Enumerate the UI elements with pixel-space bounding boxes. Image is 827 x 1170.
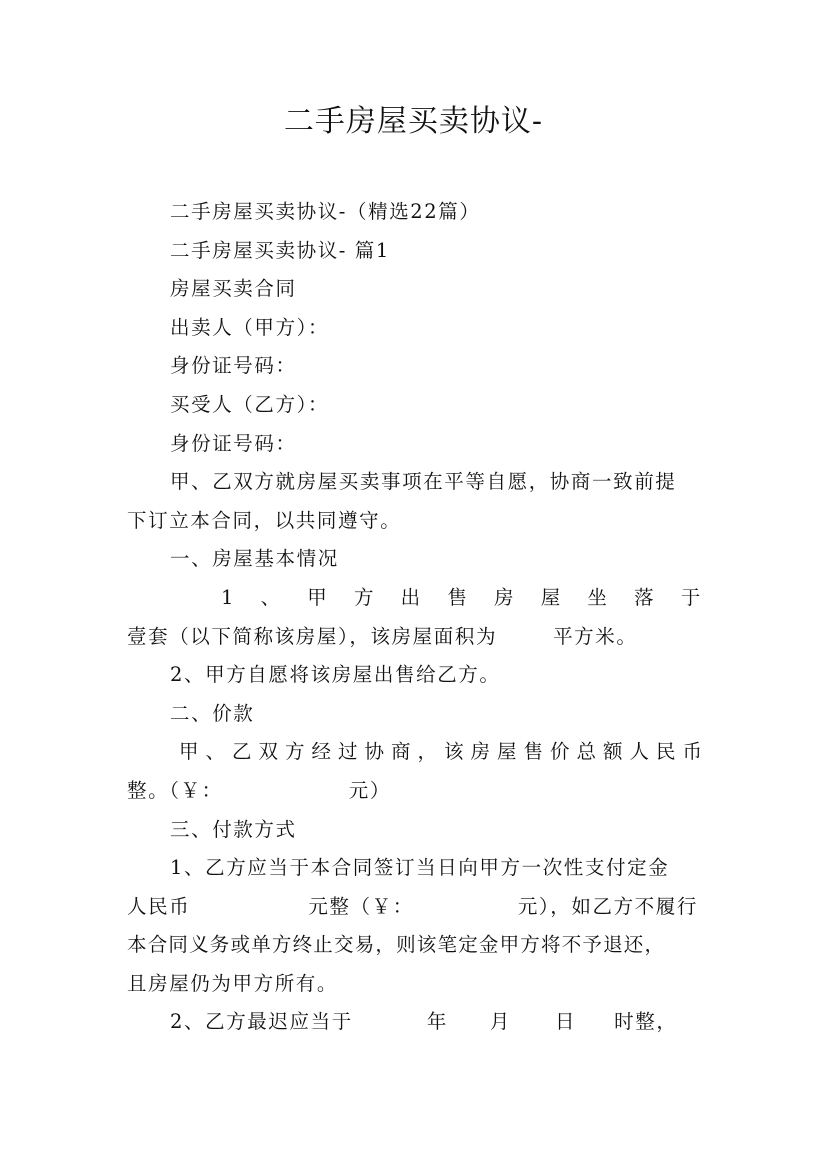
clause-char: 甲 (307, 585, 329, 609)
price-text: 元） (348, 778, 391, 802)
clause-1-line (127, 618, 710, 657)
clause-char: 方 (353, 585, 376, 609)
payment-text: 元），如乙方不履行 (517, 894, 698, 918)
intro-paragraph-line: 下订立本合同，以共同遵守。 (127, 508, 402, 532)
payment-deadline-line (127, 1003, 710, 1042)
buyer-field: 买受人（乙方）： (170, 392, 330, 416)
day-label: 日 (555, 1010, 577, 1034)
clause-char: 屋 (540, 585, 562, 609)
document-title: 二手房屋买卖协议- (283, 104, 544, 139)
payment-line (127, 888, 710, 927)
area-unit: 平方米。 (553, 624, 638, 648)
clause-char: 售 (447, 585, 469, 609)
buyer-id-field: 身份证号码： (170, 431, 297, 455)
price-text: 整。（￥： (127, 778, 223, 802)
payment-text: 人民币 (127, 894, 191, 918)
clause-char: 出 (400, 585, 422, 609)
price-line (127, 772, 710, 811)
payment-line: 1、乙方应当于本合同签订当日向甲方一次性支付定金 (170, 856, 670, 880)
payment-line: 本合同义务或单方终止交易，则该笔定金甲方将不予退还， (127, 933, 666, 957)
subtitle-line: 二手房屋买卖协议-（精选22篇） (170, 200, 481, 223)
price-text: 甲、乙双方经过协商，该房屋售价总额人民币 (179, 740, 702, 764)
clause-char: 坐 (587, 585, 609, 609)
section-heading: 二、价款 (170, 701, 255, 725)
price-line (127, 733, 710, 772)
section-heading: 一、房屋基本情况 (170, 547, 339, 571)
document-body (127, 193, 710, 1042)
intro-paragraph-line: 甲、乙双方就房屋买卖事项在平等自愿，协商一致前提 (170, 470, 677, 494)
clause-char: 落 (634, 585, 656, 609)
contract-title: 房屋买卖合同 (170, 277, 297, 301)
seller-id-field: 身份证号码： (170, 354, 297, 378)
deadline-text: 2、乙方最迟应当于 (170, 1010, 353, 1034)
clause-char: 1 (221, 585, 236, 609)
area-text: 壹套（以下简称该房屋），该房屋面积为 (127, 624, 498, 648)
seller-field: 出卖人（甲方）： (170, 315, 330, 339)
hour-label: 时整， (614, 1010, 678, 1034)
clause-1-line (127, 579, 710, 618)
section-heading: 三、付款方式 (170, 817, 297, 841)
payment-line: 且房屋仍为甲方所有。 (127, 971, 339, 995)
clause-char: 房 (494, 585, 516, 609)
clause-char: 于 (680, 585, 702, 609)
chapter-heading: 二手房屋买卖协议- 篇1 (170, 238, 390, 262)
year-label: 年 (426, 1010, 448, 1034)
clause-2-line: 2、甲方自愿将该房屋出售给乙方。 (170, 663, 501, 687)
clause-char: 、 (260, 585, 282, 609)
month-label: 月 (489, 1010, 512, 1034)
payment-text: 元整（￥： (308, 894, 414, 918)
